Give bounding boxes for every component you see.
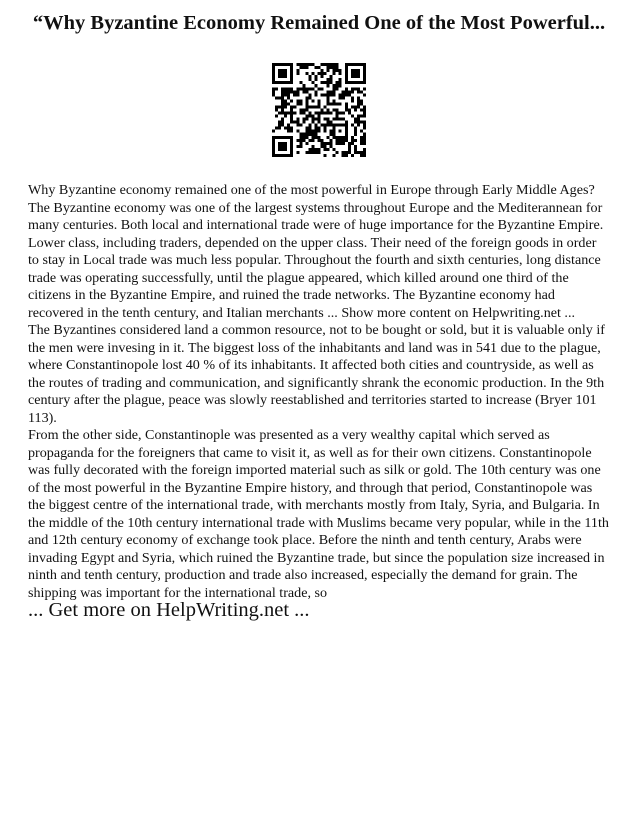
paragraph: Why Byzantine economy remained one of the most powerful in Europe through Early Middle Ages? The Byzantine economy was one of the largest systems throughout Europe and the Mediterannean for many centuries. Both local and international trade were of huge importance for the Byzantine Empire. Lower class, including traders, depended on the upper class. Their need of the foreign goods in order to stay in Local trade was much less popular. Throughout the fourth and sixth centuries, long distance trade was operating successfully, until the plague appeared, which killed around one third of the citizens in the Byzantine Empire, and ruined the trade networks. The Byzantine economy had recovered in the tenth century, and Italian merchants ... Show more content on Helpwriting.net ... [28, 182, 604, 321]
paragraph: The Byzantines considered land a common resource, not to be bought or sold, but it is valuable only if the men were invesing in it. The biggest loss of the inhabitants and land was in 541 due to the plague, where Constantinopole lost 40 % of its inhabitants. It affected both cities and countryside, as well as the routes of trading and communication, and significantly shrank the economic production. In the 9th century after the plague, peace was slowly reestablished and territories started to increase (Bryer 101 113). [28, 322, 605, 426]
qr-code-icon [272, 63, 366, 157]
document-title: “Why Byzantine Economy Remained One of the Most Powerful... [32, 12, 606, 34]
article-body [28, 182, 610, 602]
paragraph: From the other side, Constantinople was presented as a very wealthy capital which served as propaganda for the foreigners that came to visit it, as well as for their own citizens. Constantinopole was fully decorated with the foreign imported material such as silk or gold. The 10th century was one of the most powerful in the Byzantine Empire history, and through that period, Constantinopole was the biggest centre of the international trade, with merchants mostly from Italy, Syria, and Bulgaria. In the middle of the 10th century international trade with Muslims became very popular, while in the 11th and 12th century economy of exchange took place. Before the ninth and tenth century, Arabs were invading Egypt and Syria, which ruined the Byzantine trade, but since the population size increased in ninth and tenth century, production and trade also increased, especially the demand for grain. The shipping was important for the international trade, so [28, 427, 609, 601]
get-more-link[interactable]: ... Get more on HelpWriting.net ... [28, 599, 310, 621]
